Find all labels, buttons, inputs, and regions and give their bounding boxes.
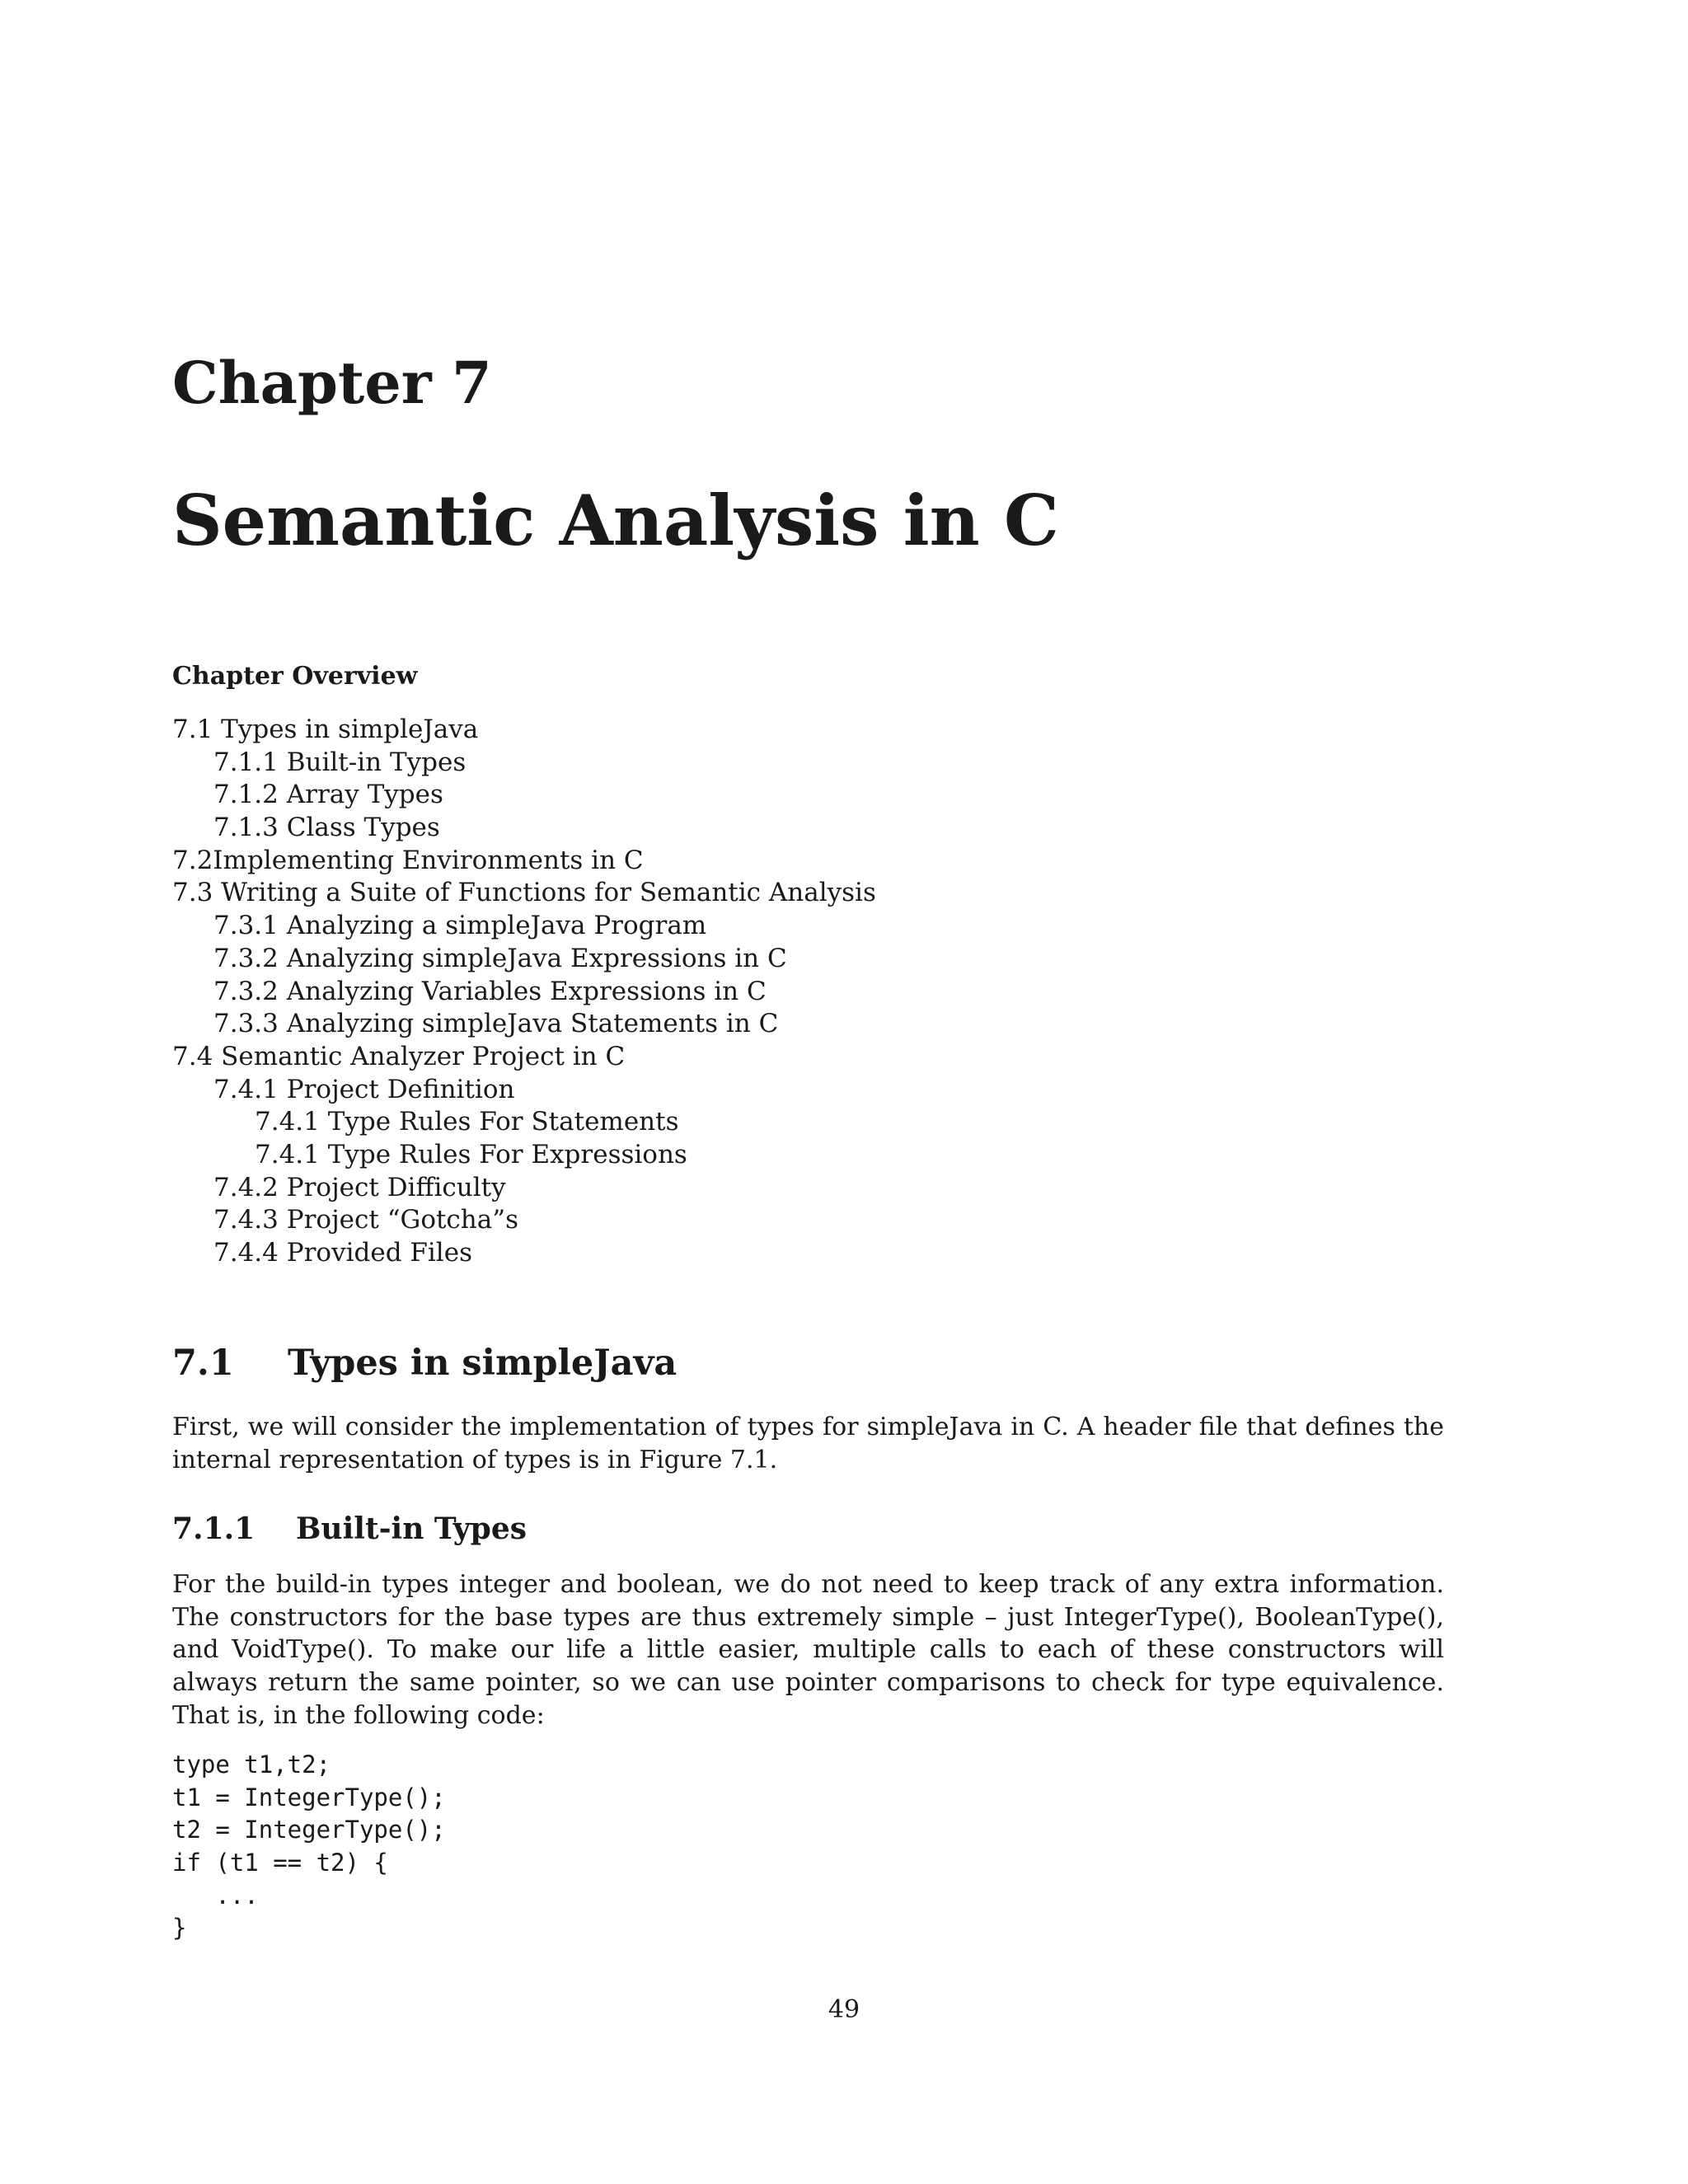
chapter-title: Semantic Analysis in C xyxy=(172,480,1059,561)
code-line: if (t1 == t2) { xyxy=(172,1849,388,1877)
code-line: type t1,t2; xyxy=(172,1750,331,1779)
chapter-overview-list xyxy=(172,714,1491,1270)
toc-entry: 7.1 Types in simpleJava xyxy=(172,715,479,744)
code-line: t1 = IntegerType(); xyxy=(172,1783,446,1811)
code-line: ... xyxy=(172,1881,259,1910)
section-title: Types in simpleJava xyxy=(288,1343,678,1384)
toc-entry: 7.4.2 Project Difficulty xyxy=(213,1172,506,1202)
toc-entry: 7.4 Semantic Analyzer Project in C xyxy=(172,1041,626,1071)
code-line: } xyxy=(172,1914,187,1943)
subsection-number: 7.1.1 xyxy=(172,1511,256,1546)
toc-entry: 7.3.3 Analyzing simpleJava Statements in C xyxy=(213,1009,779,1039)
subsection-title: Built-in Types xyxy=(296,1511,528,1546)
chapter-overview-heading: Chapter Overview xyxy=(172,662,418,691)
toc-entry: 7.1.1 Built-in Types xyxy=(213,747,467,777)
toc-entry: 7.4.4 Provided Files xyxy=(213,1238,472,1268)
section-heading xyxy=(172,1343,678,1384)
toc-entry: 7.4.1 Type Rules For Expressions xyxy=(255,1139,687,1169)
toc-entry: 7.4.1 Project Definition xyxy=(213,1074,515,1104)
chapter-label: Chapter 7 xyxy=(172,349,492,417)
section-paragraph: First, we will consider the implementation of types for simpleJava in C. A header file that defines the internal representation of types is in Figure 7.1. xyxy=(172,1413,1444,1474)
toc-entry: 7.3.2 Analyzing Variables Expressions in C xyxy=(213,976,767,1006)
section-number: 7.1 xyxy=(172,1343,234,1384)
toc-entry: 7.3.1 Analyzing a simpleJava Program xyxy=(213,911,707,941)
toc-entry: 7.4.3 Project “Gotcha”s xyxy=(213,1205,519,1235)
toc-entry: 7.1.3 Class Types xyxy=(213,813,440,843)
toc-entry: 7.1.2 Array Types xyxy=(213,780,443,810)
subsection-heading xyxy=(172,1511,528,1546)
toc-entry: 7.3.2 Analyzing simpleJava Expressions in C xyxy=(213,943,787,973)
toc-entry: 7.2Implementing Environments in C xyxy=(172,845,644,875)
toc-entry: 7.3 Writing a Suite of Functions for Semantic Analysis xyxy=(172,878,876,908)
subsection-paragraph: For the build-in types integer and boolean, we do not need to keep track of any extra information. The constructors for the base types are thus extremely simple – just IntegerType(), BooleanType(), and VoidType(). To make our life a little easier, multiple calls to each of these constructors will always return the same pointer, so we can use pointer comparisons to check for type equivalence. That is, in the following code: xyxy=(172,1570,1444,1730)
code-block xyxy=(172,1749,446,1945)
code-line: t2 = IntegerType(); xyxy=(172,1816,446,1844)
page-number: 49 xyxy=(828,1995,860,2024)
toc-entry: 7.4.1 Type Rules For Statements xyxy=(255,1107,679,1137)
